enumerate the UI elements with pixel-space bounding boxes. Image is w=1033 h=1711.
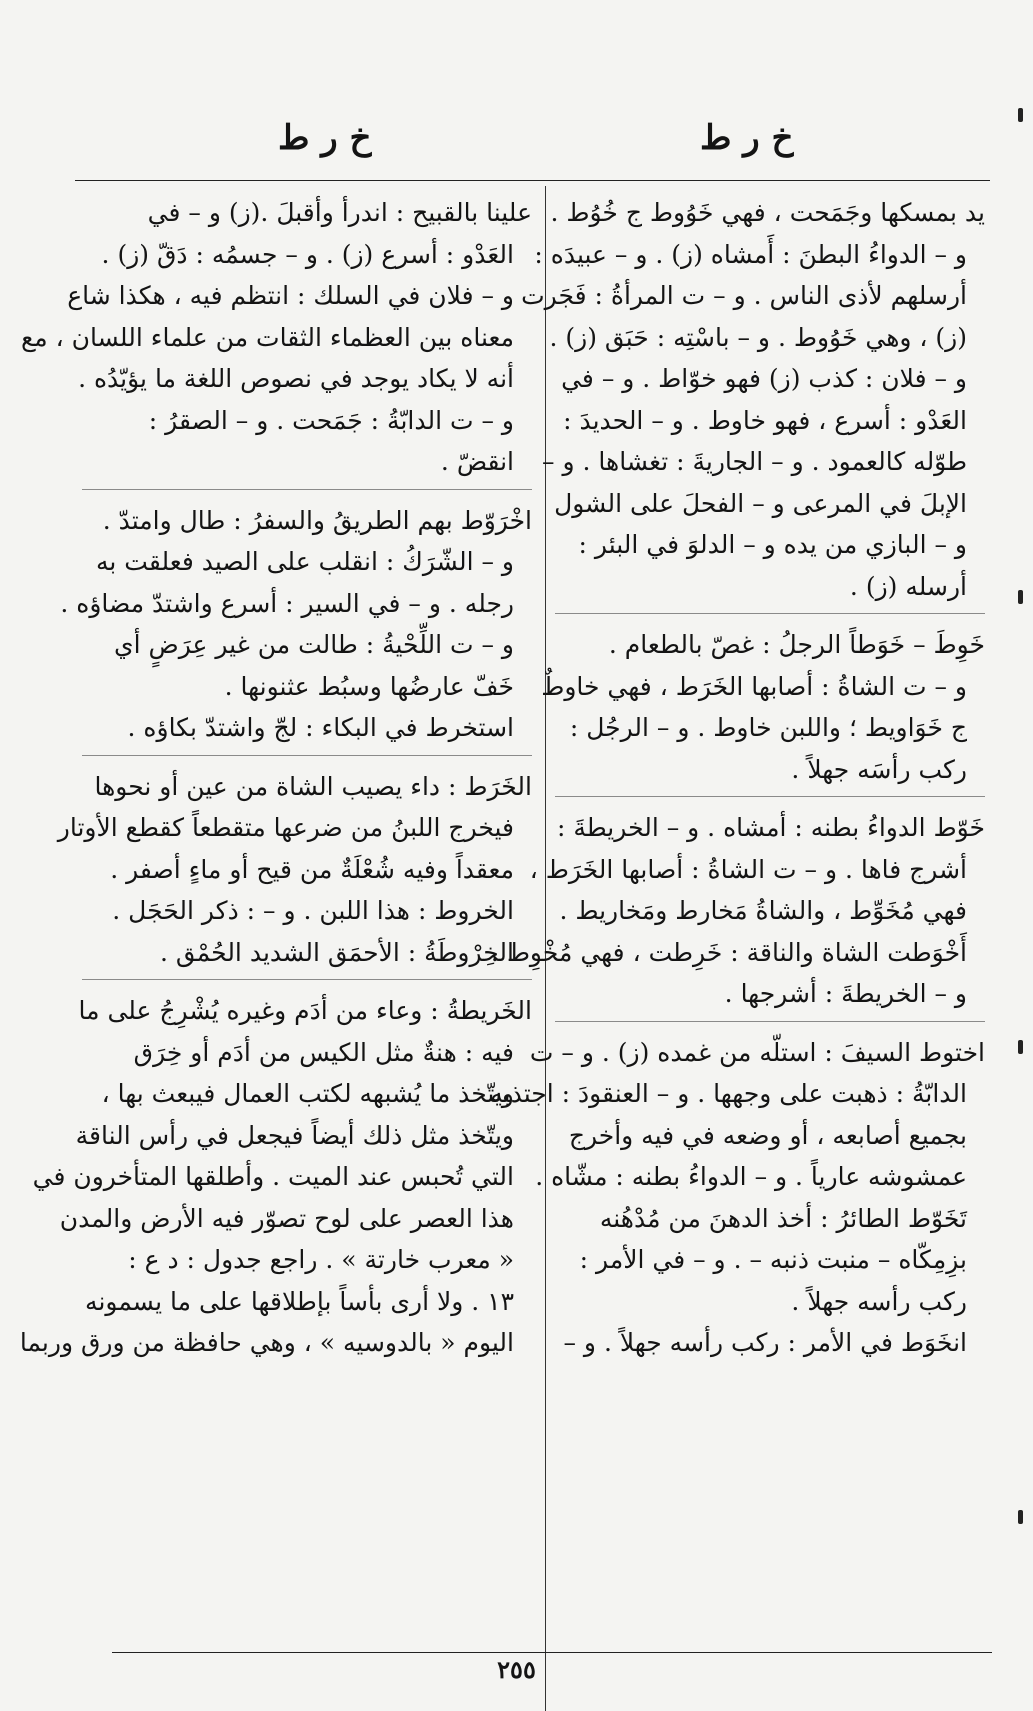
dictionary-entry — [20, 192, 532, 490]
entry-line: الخَرَط : داء يصيب الشاة من عين أو نحوها — [94, 771, 532, 801]
entry-line: أرسله (ز) . — [849, 571, 967, 601]
entry-line: و – ت الشاةُ : أصابها الخَرَط ، فهي خاوطٌ — [541, 671, 967, 701]
entry-line: ١٣ . ولا أرى بأساً بإطلاقها على ما يسمونه — [85, 1286, 514, 1316]
entry-line: الخَريطةُ : وعاء من أدَم وغيره يُشْرِجُ على ما — [78, 996, 532, 1025]
entry-line: و – الشّرَكُ : انقلب على الصيد فعلقت به — [96, 547, 514, 576]
entry-line: فيه : هنةٌ مثل الكيس من أدَم أو خِرَق — [133, 1037, 514, 1067]
entry-line: خَوِطَ – خَوَطاً الرجلُ : غصّ بالطعام . — [608, 630, 985, 659]
entry-line: ويتّخذ مثل ذلك أيضاً فيجعل في رأس الناقة — [75, 1120, 514, 1150]
dictionary-entry — [57, 766, 532, 981]
entry-line: ركب رأسه جهلاً . — [791, 1286, 967, 1316]
entry-line: فهي مُخَوِّط ، والشاةُ مَخارط ومَخاريط . — [559, 896, 967, 925]
entry-line: طوّله كالعمود . و – الجاريةَ : تغشاها . و – — [542, 447, 967, 476]
entry-line: استخرط في البكاء : لجّ واشتدّ بكاؤه . — [127, 713, 514, 742]
entry-line: و – ت اللِّحْيةُ : طالت من غير عِرَضٍ أي — [114, 630, 514, 659]
dictionary-entry — [490, 807, 985, 1022]
entry-line: عمشوشه عارياً . و – الدواءُ بطنه : مشّاه . — [535, 1162, 967, 1191]
entry-line: أنه لا يكاد يوجد في نصوص اللغة ما يؤيّدُه . — [78, 364, 514, 393]
right-column-title: خ ر ط — [700, 118, 794, 158]
dictionary-entry — [60, 500, 532, 756]
entry-line: بزِمِكّاه – منبت ذنبه – . و – في الأمر : — [579, 1245, 967, 1274]
entry-line: أشرج فاها . و – ت الشاةُ : أصابها الخَرَط ، — [529, 854, 967, 884]
entry-line: ويتّخذ ما يُشبهه لكتب العمال فيبعث بها ، — [101, 1079, 514, 1108]
entry-line: و – الدواءُ البطنَ : أَمشاه (ز) . و – عبيدَه : — [534, 239, 967, 269]
margin-mark — [1018, 108, 1023, 122]
entry-line: العَدْو : أسرع (ز) . و – جسمُه : دَقّ (ز) . — [101, 239, 514, 269]
right-column — [490, 192, 985, 1380]
header-rule — [75, 180, 990, 181]
entry-line: (ز) ، وهي خَوُوط . و – باسْتِه : حَبَق (ز) . — [549, 322, 967, 352]
margin-mark — [1018, 1510, 1023, 1524]
dictionary-entry — [541, 624, 985, 797]
entry-line: الخروط : هذا اللبن . و – : ذكر الحَجَل . — [112, 896, 514, 925]
left-column-title: خ ر ط — [278, 118, 372, 158]
entry-line: « معرب خارتة » . راجع جدول : د ع : — [128, 1245, 514, 1274]
entry-line: رجله . و – في السير : أسرع واشتدّ مضاؤه . — [60, 588, 514, 618]
entry-line: اخْرَوّط بهم الطريقُ والسفرُ : طال وامتدّ . — [102, 505, 532, 535]
dictionary-entry — [490, 1032, 985, 1370]
entry-line: و – فلان : كذب (ز) فهو خوّاط . و – في — [561, 364, 967, 393]
left-column — [19, 192, 532, 1380]
footer-rule — [112, 1652, 992, 1653]
entry-line: و – البازي من يده و – الدلوَ في البئر : — [578, 530, 967, 559]
entry-line: انقضّ . — [440, 447, 514, 476]
margin-mark — [1018, 590, 1023, 604]
entry-line: ج خَوَاويط ؛ واللبن خاوط . و – الرجُل : — [569, 713, 967, 742]
entry-line: اختوط السيفَ : استلّه من غمده (ز) . و – ت — [529, 1037, 985, 1067]
entry-line: انخَوَط في الأمر : ركب رأسه جهلاً . و – — [563, 1328, 967, 1357]
entry-line: ركب رأسَه جهلاً . — [791, 754, 967, 784]
dictionary-entry — [19, 990, 532, 1370]
entry-line: فيخرج اللبنُ من ضرعها متقطعاً كقطع الأوتار — [57, 813, 514, 842]
entry-line: و – الخريطةَ : أشرجها . — [724, 979, 967, 1008]
entry-line: الدابّةُ : ذهبت على وجهها . و – العنقودَ : اجتذبه — [490, 1079, 967, 1108]
dictionary-entry — [521, 192, 985, 614]
entry-line: معقداً وفيه شُعْلَةٌ من قيح أو ماءٍ أصفر . — [110, 854, 514, 884]
entry-line: علينا بالقبيح : اندرأ وأقبلَ .(ز) و – في — [147, 198, 532, 227]
entry-line: أَخْوَطت الشاة والناقة : خَرِطت ، فهي مُخْوِط . — [490, 937, 967, 967]
entry-line: الخِرْوطَةُ : الأحمَق الشديد الحُمْق . — [159, 937, 514, 967]
entry-line: الإبلَ في المرعى و – الفحلَ على الشول — [554, 488, 967, 518]
entry-line: هذا العصر على لوح تصوّر فيه الأرض والمدن — [59, 1203, 514, 1233]
entry-line: و – فلان في السلك : انتظم فيه ، هكذا شاع — [67, 281, 514, 310]
entry-line: معناه بين العظماء الثقات من علماء اللسان ، مع — [20, 322, 514, 352]
entry-line: تَخَوّط الطائرُ : أخذ الدهنَ من مُدْهُنه — [599, 1203, 967, 1233]
entry-line: بجميع أصابعه ، أو وضعه في فيه وأخرج — [568, 1120, 967, 1150]
entry-line: اليوم « بالدوسيه » ، وهي حافظة من ورق وربما — [19, 1328, 514, 1357]
page-number: ٢٥٥ — [497, 1655, 536, 1684]
entry-line: التي تُحبس عند الميت . وأطلقها المتأخرون في — [32, 1162, 514, 1191]
entry-line: خَفّ عارضُها وسبُط عثنونها . — [224, 671, 514, 701]
entry-line: العَدْو : أسرع ، فهو خاوط . و – الحديدَ : — [563, 405, 967, 435]
entry-line: خَوّط الدواءُ بطنه : أمشاه . و – الخريطةَ : — [557, 813, 985, 842]
entry-line: أرسلهم لأذى الناس . و – ت المرأةُ : فَجَرت — [521, 281, 967, 310]
entry-line: و – ت الدابّةُ : جَمَحت . و – الصقرُ : — [148, 405, 514, 435]
margin-mark — [1018, 1040, 1023, 1054]
entry-line: يد بمسكها وجَمَحت ، فهي خَوُوط ج خُوُط . — [550, 198, 985, 227]
